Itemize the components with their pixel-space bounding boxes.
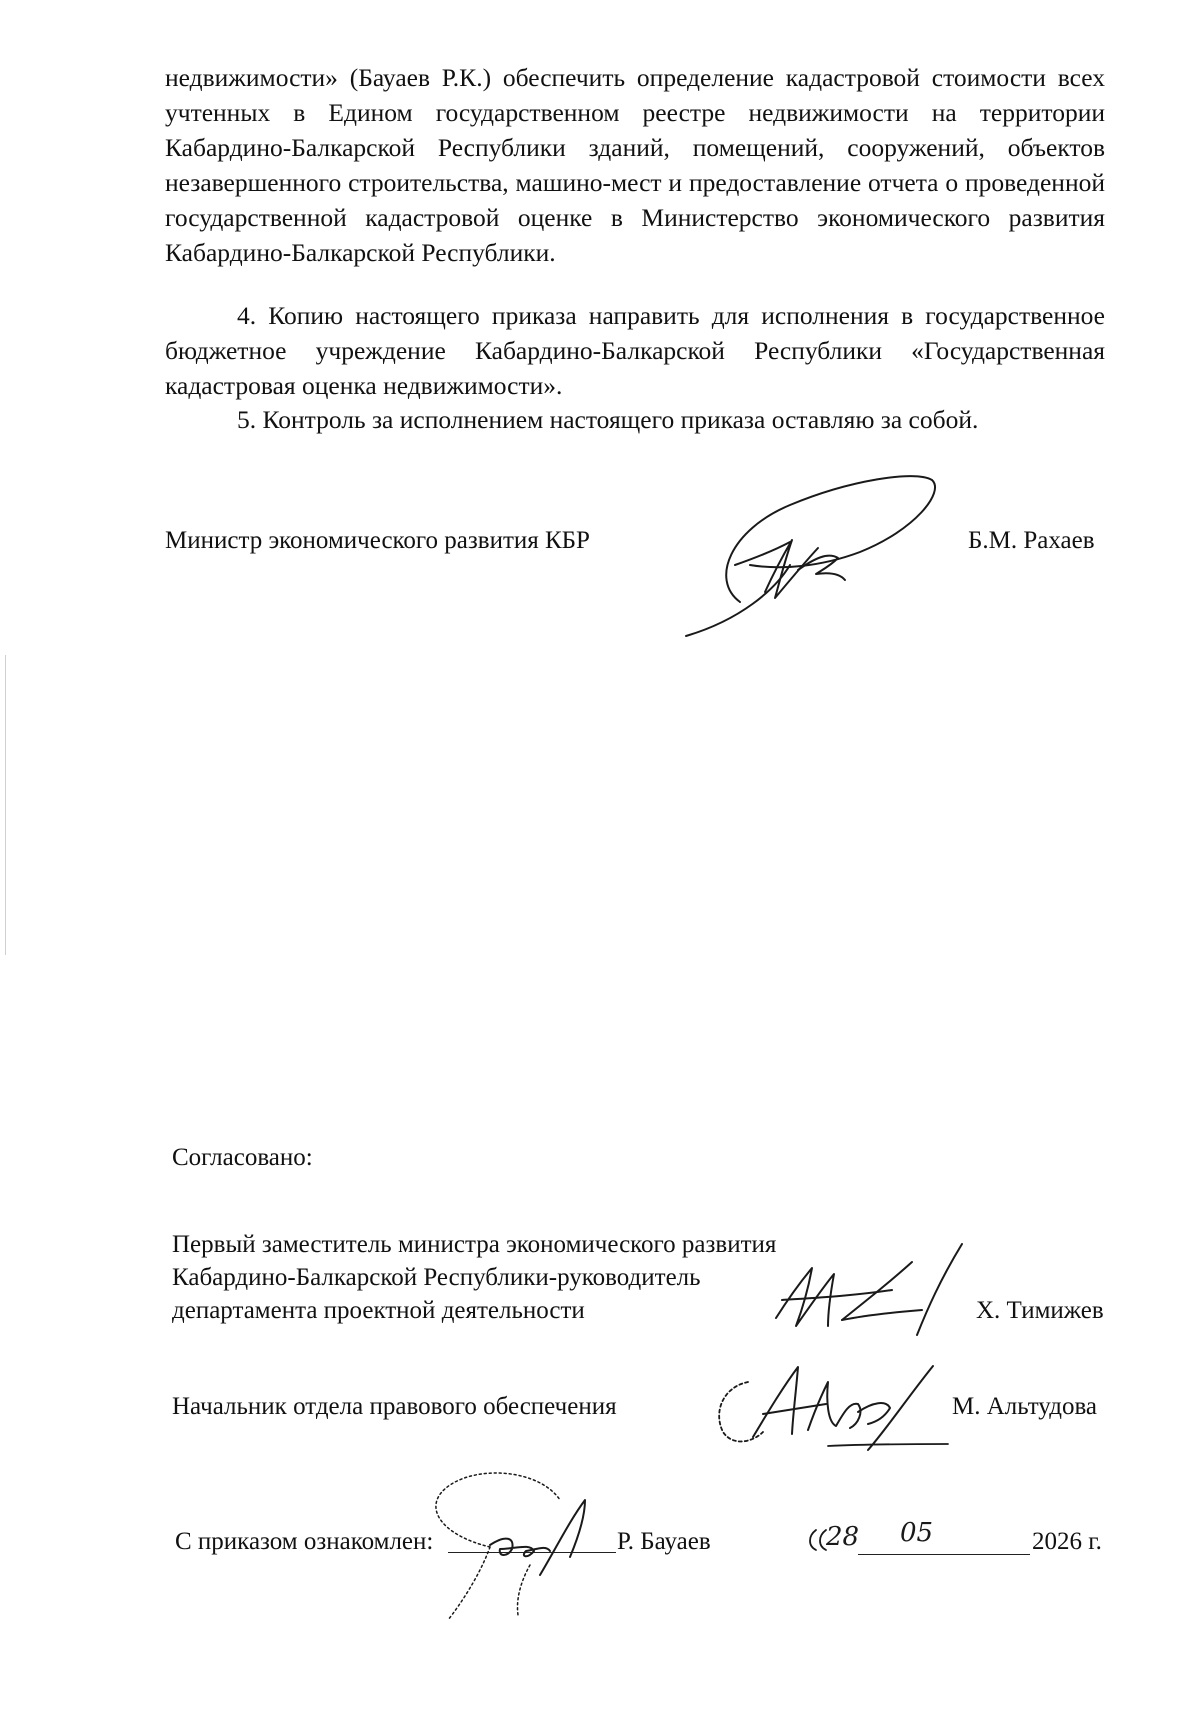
first-deputy-signature — [772, 1240, 972, 1350]
legal-head-title: Начальник отдела правового обеспечения — [172, 1393, 617, 1420]
acquainted-signature — [420, 1465, 640, 1625]
date-month-underline — [858, 1554, 1030, 1555]
paragraph-item-4: 4. Копию настоящего приказа направить для исполнения в государственное бюджетное учреждение Кабардино-Балкарской Республики «Государственная кадастровая оценка недвижимости». — [165, 301, 1105, 400]
minister-signature — [680, 470, 960, 650]
paragraph-continuation: недвижимости» (Бауаев Р.К.) обеспечить определение кадастровой стоимости всех учтенных в Едином государственном реестре недвижимости на территории Кабардино-Балкарской Республики зданий, помещений, сооружений, объектов незавершенного строительства, машино-мест и предоставление отчета о проведенной государственной кадастровой оценке в Министерство экономического развития Кабардино-Балкарской Республики. — [165, 63, 1105, 267]
first-deputy-title-line-1: Первый заместитель министра экономического развития — [172, 1231, 777, 1258]
minister-title: Министр экономического развития КБР — [165, 527, 590, 554]
acquainted-label: С приказом ознакомлен: — [175, 1528, 434, 1555]
paragraph-item-5: 5. Контроль за исполнением настоящего приказа оставляю за собой. — [237, 405, 979, 434]
legal-head-name: М. Альтудова — [952, 1393, 1098, 1420]
first-deputy-title-line-3: департамента проектной деятельности — [172, 1297, 585, 1324]
scan-edge-line — [5, 655, 6, 955]
first-deputy-name: Х. Тимижев — [976, 1297, 1104, 1324]
date-month: 05 — [900, 1518, 934, 1548]
first-deputy-title-line-2: Кабардино-Балкарской Республики-руководитель — [172, 1264, 701, 1291]
legal-head-signature — [708, 1352, 958, 1462]
approval-heading: Согласовано: — [172, 1144, 313, 1171]
minister-name: Б.М. Рахаев — [968, 527, 1095, 554]
date-year: 2026 г. — [1032, 1528, 1102, 1555]
acquainted-name: Р. Бауаев — [617, 1528, 711, 1555]
date-day: 28 — [826, 1522, 860, 1552]
